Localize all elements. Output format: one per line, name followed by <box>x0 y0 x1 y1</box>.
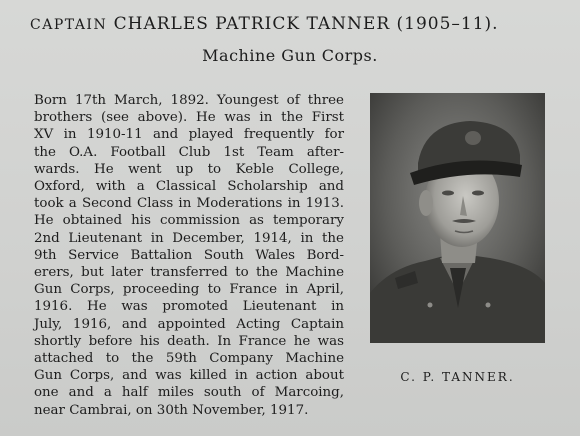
unit-subtitle: Machine Gun Corps. <box>202 46 378 65</box>
bio-line: July, 1916, and appointed Acting Captain <box>34 316 344 332</box>
biography-text <box>34 92 344 419</box>
portrait-image <box>370 93 545 343</box>
bio-line: shortly before his death. In France he was <box>34 333 344 349</box>
bio-line: XV in 1910-11 and played frequently for <box>34 127 344 143</box>
page-title <box>30 14 560 34</box>
bio-line: erers, but later transferred to the Machine <box>34 265 344 281</box>
bio-line: wards. He went up to Keble College, <box>34 161 344 177</box>
bio-line: near Cambrai, on 30th November, 1917. <box>34 402 309 418</box>
name-and-years: CHARLES PATRICK TANNER (1905–11). <box>113 14 499 34</box>
bio-line: Gun Corps, proceeding to France in April, <box>34 282 344 298</box>
portrait-photo <box>370 93 545 343</box>
photo-caption: C. P. TANNER. <box>400 370 515 384</box>
rank-label: CAPTAIN <box>30 17 108 33</box>
bio-line: 1916. He was promoted Lieutenant in <box>34 299 344 315</box>
bio-line: Gun Corps, and was killed in action about <box>34 368 344 384</box>
bio-line: 2nd Lieutenant in December, 1914, in the <box>34 230 344 246</box>
bio-line: attached to the 59th Company Machine <box>34 351 344 367</box>
bio-line: the O.A. Football Club 1st Team after- <box>34 144 344 160</box>
bio-line: Born 17th March, 1892. Youngest of three <box>34 93 344 108</box>
bio-line: 9th Service Battalion South Wales Bord- <box>34 247 344 263</box>
bio-line: He obtained his commission as temporary <box>34 213 344 229</box>
bio-line: took a Second Class in Moderations in 1913. <box>34 196 344 212</box>
bio-line: one and a half miles south of Marcoing, <box>34 385 344 401</box>
bio-line: Oxford, with a Classical Scholarship and <box>34 179 344 195</box>
bio-line: brothers (see above). He was in the First <box>34 110 344 126</box>
